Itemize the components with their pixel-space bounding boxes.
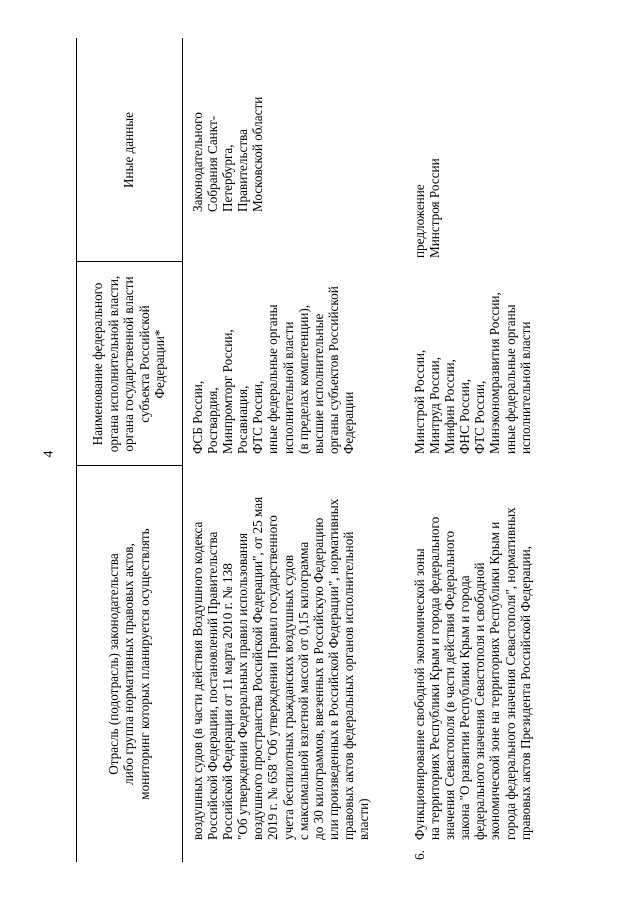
row-cont-other: Законодательного Собрания Санкт- Петербурга, Правительства Московской области xyxy=(190,96,266,212)
page-number: 4 xyxy=(41,450,57,458)
row-6-authority: Минстрой России, Минтруд России, Минфин России, ФНС России, ФТС России, Минэкономразвития России, иные федеральные органы исполнительной власти xyxy=(412,292,533,454)
row-6-number: 6. xyxy=(412,850,427,860)
rotated-table xyxy=(76,38,616,862)
row-cont-sector: воздушных судов (в части действия Воздушного кодекса Российской Федерации, постановлений Правительства Российской Федерации от 11 марта 2010 г. № 138 "Об утверждении Федеральных правил использования воздушного пространства Российской Федерации", от 25 мая 2019 г. № 658 "Об утверждении Правил государственного учета беспилотных гражданских воздушных судов с максимальной взлетной массой от 0,15 килограмма до 30 килограммов, ввезенных в Российскую Федерацию или произведенных в Российской Федерации", нормативных правовых актов федеральных органов исполнительной власти) xyxy=(190,496,372,840)
header-bottom-rule xyxy=(182,38,183,862)
header-authority: Наименование федерального органа исполнительной власти, органа государственной власти субъекта Российской Федерации* xyxy=(90,275,168,453)
header-other: Иные данные xyxy=(121,112,137,188)
header-sector: Отрасль (подотрасль) законодательства либо группа нормативных правовых актов, мониторинг которых планируется осуществлять xyxy=(105,528,152,800)
row-cont-authority: ФСБ России, Росгвардия, Минпромторг России, Росавиация, ФТС России, иные федеральные органы исполнительной власти (в пределах компетенции), высшие исполнительные органы субъектов Российской Федерации xyxy=(190,286,356,454)
row-6-other: предложение Минстроя России xyxy=(412,158,443,258)
row-6-sector: Функционирование свободной экономической зоны на территориях Республики Крым и города федерального значения Севастополя (в части действия Федерального закона "О развитии Республики Крым и города федерального значения Севастополя и свободной экономической зоне на территориях Республики Крым и города федерального значения Севастополя", нормативных правовых актов Президента Российской Федерации, xyxy=(412,507,533,840)
table-top-rule xyxy=(76,38,77,862)
